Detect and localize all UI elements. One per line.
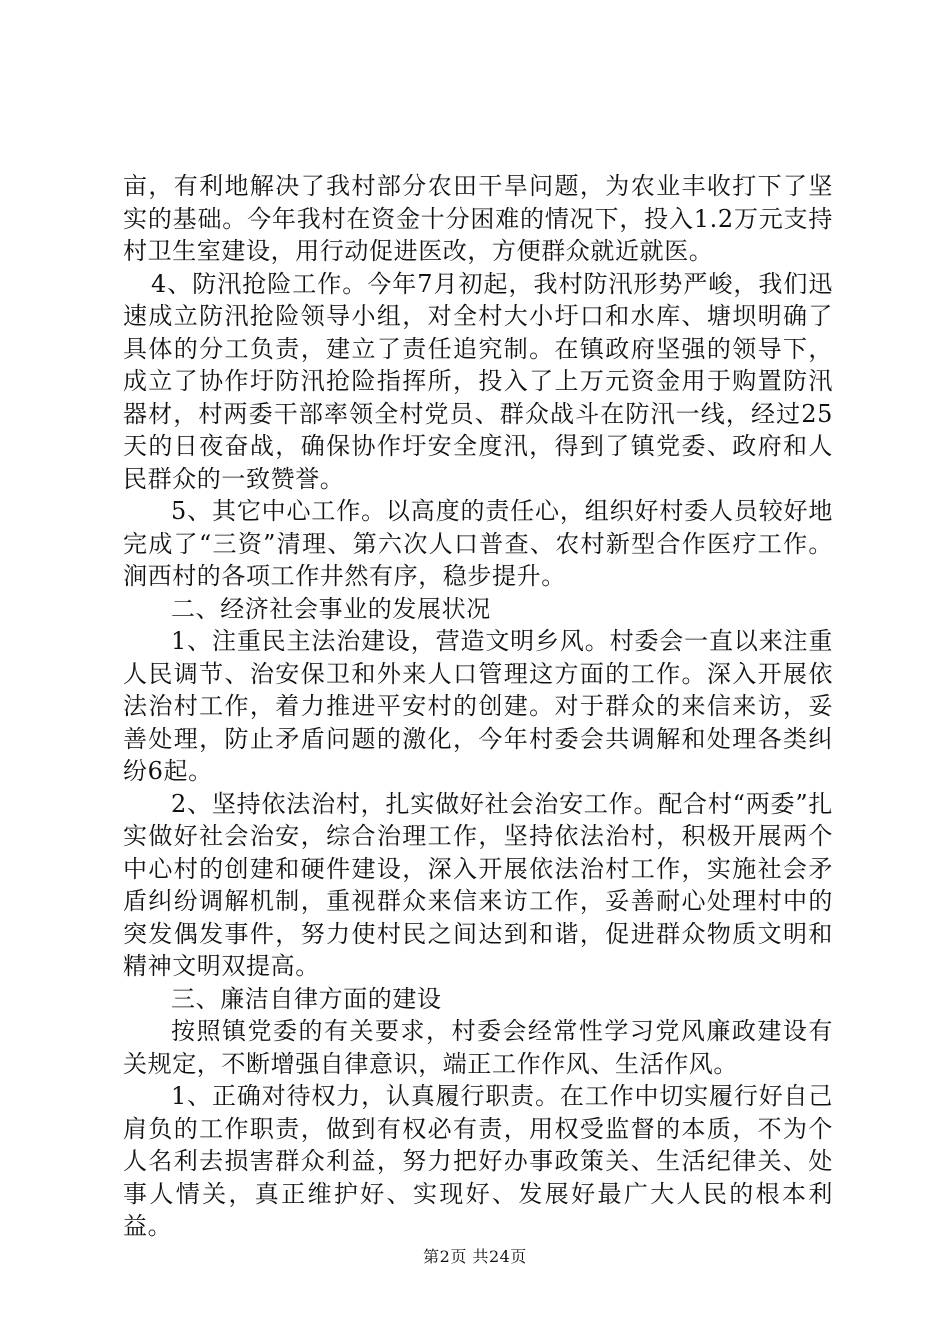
paragraph-integrity-intro: 按照镇党委的有关要求，村委会经常性学习党风廉政建设有关规定，不断增强自律意识，端正工作作风、生活作风。 [123, 1017, 833, 1078]
paragraph-public-security: 2、坚持依法治村，扎实做好社会治安工作。配合村“两委”扎实做好社会治安，综合治理工作，坚持依法治村，积极开展两个中心村的创建和硬件建设，深入开展依法治村工作，实施社会矛盾纠纷调解机制，重视群众来信来访工作，妥善耐心处理村中的突发偶发事件，努力使村民之间达到和谐，促进群众物质文明和精神文明双提高。 [123, 789, 833, 980]
page-number-footer: 第2页 共24页 [423, 1247, 527, 1266]
section-heading-integrity: 三、廉洁自律方面的建设 [171, 984, 442, 1013]
paragraph-power-duty: 1、正确对待权力，认真履行职责。在工作中切实履行好自己肩负的工作职责，做到有权必有责，用权受监督的本质，不为个人名利去损害群众利益，努力把好办事政策关、生活纪律关、处事人情关，真正维护好、实现好、发展好最广大人民的根本利益。 [123, 1082, 833, 1240]
section-heading-economic-social: 二、经济社会事业的发展状况 [171, 594, 491, 623]
paragraph-flood-control: 4、防汛抢险工作。今年7月初起，我村防汛形势严峻，我们迅速成立防汛抢险领导小组，对全村大小圩口和水库、塘坝明确了具体的分工负责，建立了责任追究制。在镇政府坚强的领导下，成立了协作圩防汛抢险指挥所，投入了上万元资金用于购置防汛器材，村两委干部率领全村党员、群众战斗在防汛一线，经过25天的日夜奋战，确保协作圩安全度汛，得到了镇党委、政府和人民群众的一致赞誉。 [123, 269, 833, 493]
document-body [123, 170, 833, 1243]
paragraph-continuation: 亩，有利地解决了我村部分农田干旱问题，为农业丰收打下了坚实的基础。今年我村在资金十分困难的情况下，投入1.2万元支持村卫生室建设，用行动促进医改，方便群众就近就医。 [123, 172, 833, 265]
paragraph-rule-of-law: 1、注重民主法治建设，营造文明乡风。村委会一直以来注重人民调节、治安保卫和外来人口管理这方面的工作。深入开展依法治村工作，着力推进平安村的创建。对于群众的来信来访，妥善处理，防止矛盾问题的激化，今年村委会共调解和处理各类纠纷6起。 [123, 627, 833, 785]
paragraph-other-work: 5、其它中心工作。以高度的责任心，组织好村委人员较好地完成了“三资”清理、第六次人口普查、农村新型合作医疗工作。涧西村的各项工作井然有序，稳步提升。 [123, 497, 833, 590]
